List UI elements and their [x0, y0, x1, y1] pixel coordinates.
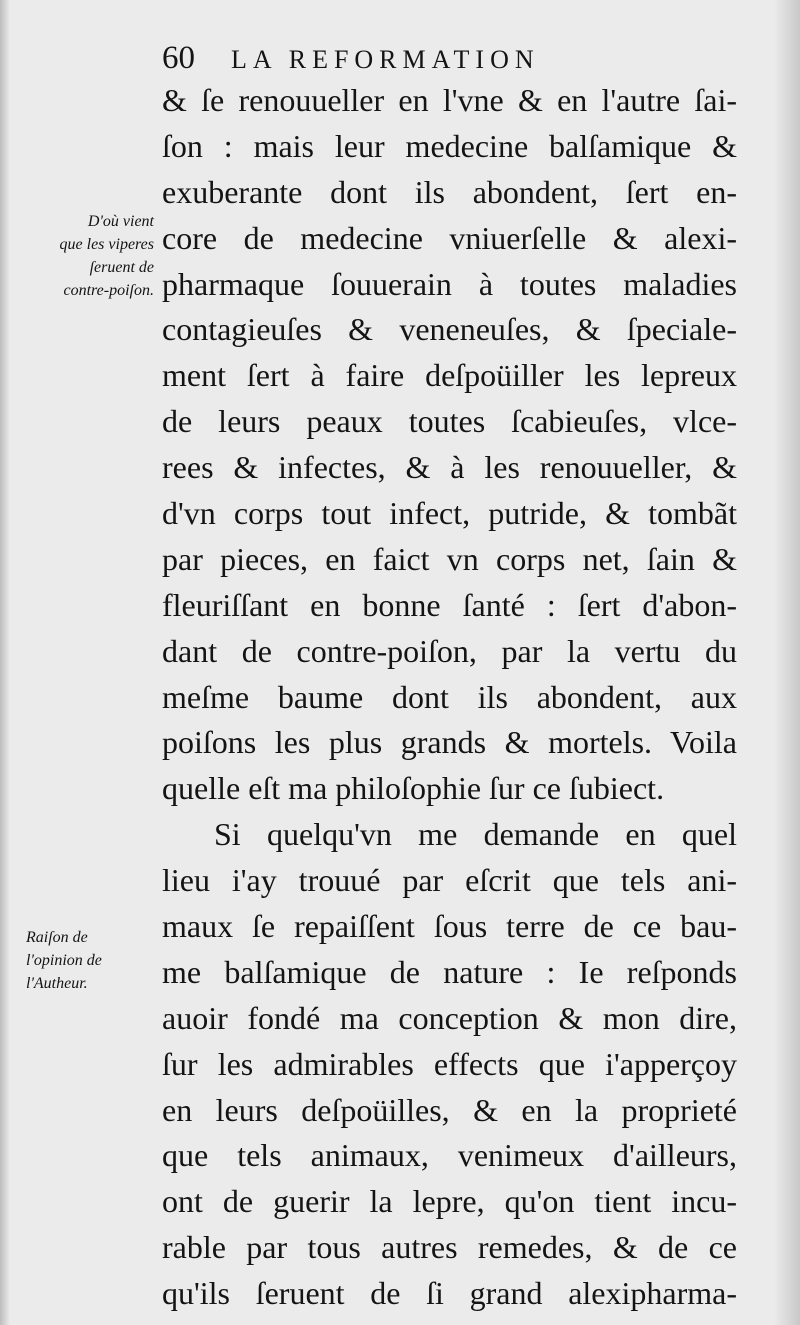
text-line: dant de contre-poiſon, par la vertu du [162, 632, 737, 669]
text-line: exuberante dont ils abondent, ſert en- [162, 173, 737, 210]
text-line: meſme baume dont ils abondent, aux [162, 678, 737, 715]
text-line: d'vn corps tout infect, putride, & tombãt [162, 495, 737, 532]
margin-note-line: Raiſon de [26, 929, 88, 946]
margin-note-line: ſeruent de [89, 259, 154, 276]
text-line: poiſons les plus grands & mortels. Voila [162, 724, 737, 761]
margin-note-author-reason [26, 926, 166, 995]
text-line: de leurs peaux toutes ſcabieuſes, vlce- [162, 403, 737, 440]
margin-note-line: l'Autheur. [26, 975, 88, 992]
text-line: ſur les admirables effects que i'apperçoy [162, 1045, 737, 1082]
text-line: lieu i'ay trouué par eſcrit que tels ani- [162, 862, 737, 899]
text-line: quelle eſt ma philoſophie ſur ce ſubiect. [162, 770, 665, 807]
text-line: pharmaque ſouuerain à toutes maladies [162, 265, 737, 302]
body-text [162, 78, 737, 1317]
page-edge-shadow [774, 0, 800, 1325]
text-line: qu'ils ſeruent de ſi grand alexipharma- [162, 1275, 737, 1312]
text-line: rees & infectes, & à les renouueller, & [162, 449, 737, 486]
text-line: rable par tous autres remedes, & de ce [162, 1229, 737, 1266]
text-line: que tels animaux, venimeux d'ailleurs, [162, 1137, 737, 1174]
text-line: ont de guerir la lepre, qu'on tient incu- [162, 1183, 737, 1220]
margin-note-line: D'où vient [87, 213, 154, 230]
page-gutter-shadow [0, 0, 10, 1325]
text-line: par pieces, en faict vn corps net, ſain & [162, 540, 737, 577]
text-line: maux ſe repaiſſent ſous terre de ce bau- [162, 908, 737, 945]
text-line: me balſamique de nature : Ie reſponds [162, 953, 737, 990]
text-line: Si quelqu'vn me demande en quel [214, 816, 737, 853]
text-line: core de medecine vniuerſelle & alexi- [162, 219, 737, 256]
text-line: en leurs deſpoüilles, & en la proprieté [162, 1091, 737, 1128]
margin-note-line: contre-poiſon. [63, 282, 154, 299]
text-line: ment ſert à faire deſpoüiller les lepreux [162, 357, 737, 394]
margin-note-vipers [14, 210, 154, 302]
page-number: 60 [162, 40, 195, 76]
text-line: & ſe renouueller en l'vne & en l'autre ſai- [162, 82, 737, 118]
text-line: fleuriſſant en bonne ſanté : ſert d'abon- [162, 586, 737, 623]
text-line: auoir fondé ma conception & mon dire, [162, 999, 737, 1036]
text-line: ſon : mais leur medecine balſamique & [162, 127, 737, 164]
text-line: contagieuſes & veneneuſes, & ſpeciale- [162, 311, 737, 348]
running-title: LA REFORMATION [231, 45, 540, 74]
margin-note-line: l'opinion de [26, 952, 102, 969]
margin-note-line: que les viperes [59, 236, 154, 253]
